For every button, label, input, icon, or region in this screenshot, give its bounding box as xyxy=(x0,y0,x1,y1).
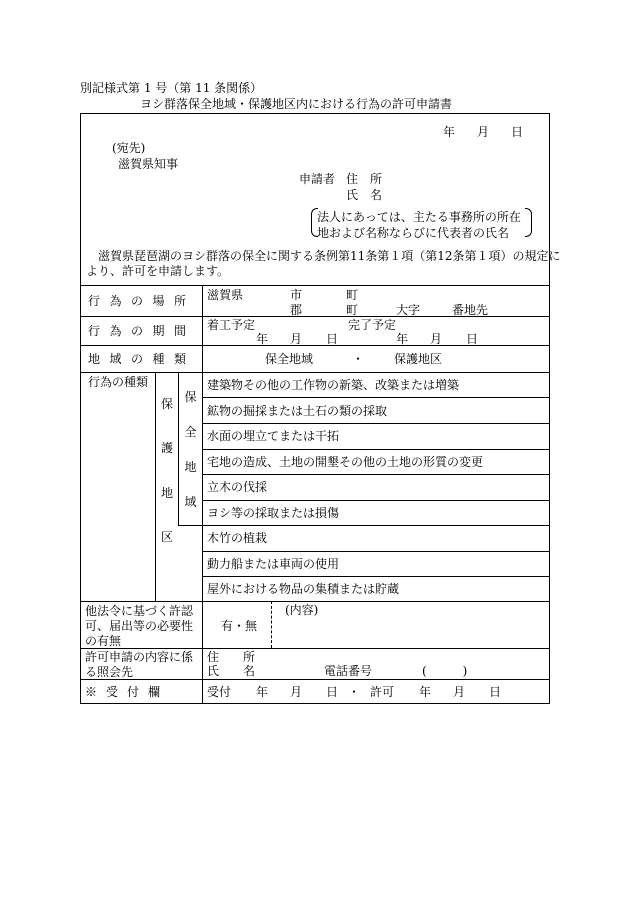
area-type-option1: 保全地域 xyxy=(265,352,314,366)
receipt-dot: ・ xyxy=(348,685,361,699)
hozen-char: 保 xyxy=(184,390,197,404)
hogo-char: 保 xyxy=(160,397,173,411)
place-prefecture: 滋賀県 xyxy=(207,288,244,302)
action-item: 鉱物の掘採または土石の類の採取 xyxy=(207,404,388,418)
body-text-line1: 滋賀県琵琶湖のヨシ群落の保全に関する条例第11条第１項（第12条第１項）の規定に xyxy=(86,249,561,263)
hogo-char: 護 xyxy=(160,441,173,456)
applicant-note-line1: 法人にあっては、主たる事務所の所在 xyxy=(317,210,521,224)
place-town2: 町 xyxy=(346,303,359,317)
action-item: 立木の伐採 xyxy=(207,480,268,494)
period-end-month: 月 xyxy=(430,332,443,346)
receipt-received: 受付 xyxy=(207,685,232,699)
applicant-note-line2: 地および名称ならびに代表者の氏名 xyxy=(317,226,510,240)
contact-label-line1: 許可申請の内容に係 xyxy=(85,650,194,664)
action-item: 水面の埋立てまたは干拓 xyxy=(207,429,340,443)
rule xyxy=(80,372,550,373)
other-law-choice: 有・無 xyxy=(221,619,258,633)
rule xyxy=(80,648,550,649)
hozen-char: 域 xyxy=(184,495,197,509)
receipt-month: 月 xyxy=(290,685,303,699)
receipt-permitted: 許可 xyxy=(370,685,395,699)
permit-month: 月 xyxy=(453,685,466,699)
place-oaza: 大字 xyxy=(396,303,421,317)
area-type-label: 地域の種類 xyxy=(88,352,196,366)
action-item: 屋外における物品の集積または貯蔵 xyxy=(207,582,400,596)
rule xyxy=(202,551,550,552)
place-county: 郡 xyxy=(290,303,303,317)
hogo-char: 地 xyxy=(160,485,173,500)
place-lot: 番地先 xyxy=(452,303,489,317)
applicant-address-label: 住 所 xyxy=(346,172,383,186)
receipt-day: 日 xyxy=(326,685,339,699)
hozen-chiiki-vertical xyxy=(180,388,201,510)
rule xyxy=(202,576,550,577)
place-city: 市 xyxy=(290,288,303,302)
permit-year: 年 xyxy=(419,685,432,699)
rule xyxy=(80,345,550,346)
rule xyxy=(80,285,550,286)
rule xyxy=(202,449,550,450)
action-item: 木竹の植栽 xyxy=(207,531,268,545)
addressee-label: (宛先) xyxy=(112,141,146,155)
place-town1: 町 xyxy=(346,288,359,302)
contact-address-label: 住 所 xyxy=(207,650,256,664)
applicant-label: 申請者 xyxy=(299,172,336,186)
contact-label-line2: る照会先 xyxy=(85,665,134,679)
rule xyxy=(202,423,550,424)
period-start-label: 着工予定 xyxy=(207,318,256,332)
date-day: 日 xyxy=(511,125,524,139)
form-title: ヨシ群落保全地域・保護地区内における行為の許可申請書 xyxy=(140,97,453,111)
receipt-label: ※受付欄 xyxy=(85,685,170,699)
period-start-month: 月 xyxy=(290,332,303,346)
hogo-char: 区 xyxy=(160,529,173,544)
applicant-name-label: 氏 名 xyxy=(346,188,383,202)
form-number: 別記様式第 1 号（第 11 条関係） xyxy=(80,81,263,95)
other-law-label-line3: の有無 xyxy=(85,634,122,648)
rule xyxy=(80,679,550,680)
period-end-year: 年 xyxy=(396,332,409,346)
rule xyxy=(271,601,272,648)
date-year: 年 xyxy=(443,125,456,139)
period-start-year: 年 xyxy=(256,332,269,346)
rule xyxy=(178,525,550,526)
other-law-content-label: (内容) xyxy=(285,603,319,617)
place-label xyxy=(88,295,195,307)
period-start-day: 日 xyxy=(326,332,339,346)
body-text-line2: より、許可を申請します。 xyxy=(86,264,230,278)
place-label-text: 行為の場所 xyxy=(88,294,196,308)
period-label: 行為の期間 xyxy=(88,324,196,338)
area-type-separator: ・ xyxy=(352,352,365,366)
action-item: 宅地の造成、土地の開墾その他の土地の形質の変更 xyxy=(207,455,484,469)
other-law-label-line1: 他法令に基づく許認 xyxy=(85,604,194,618)
other-law-label-line2: 可、届出等の必要性 xyxy=(85,619,194,633)
action-item: ヨシ等の採取または損傷 xyxy=(207,506,340,520)
contact-name-label: 氏 名 xyxy=(207,664,256,678)
hozen-char: 地 xyxy=(184,460,197,474)
receipt-year: 年 xyxy=(256,685,269,699)
contact-phone-paren: ( ) xyxy=(422,664,468,678)
rule xyxy=(155,372,156,601)
rule xyxy=(202,397,550,398)
note-bracket-right xyxy=(525,208,532,237)
period-end-day: 日 xyxy=(466,332,479,346)
action-item: 建築物その他の工作物の新築、改築または増築 xyxy=(207,378,460,392)
action-types-label: 行為の種類 xyxy=(88,375,149,389)
hogo-chikku-vertical xyxy=(157,395,177,545)
action-item: 動力船または車両の使用 xyxy=(207,557,340,571)
hozen-char: 全 xyxy=(184,425,197,439)
rule xyxy=(202,285,203,704)
addressee-name: 滋賀県知事 xyxy=(118,157,179,171)
permit-day: 日 xyxy=(489,685,502,699)
date-month: 月 xyxy=(477,125,490,139)
period-end-label: 完了予定 xyxy=(348,318,397,332)
area-type-option2: 保護地区 xyxy=(394,352,443,366)
rule xyxy=(178,372,179,525)
contact-phone-label: 電話番号 xyxy=(324,664,373,678)
rule xyxy=(202,474,550,475)
rule xyxy=(202,500,550,501)
rule xyxy=(80,601,550,602)
